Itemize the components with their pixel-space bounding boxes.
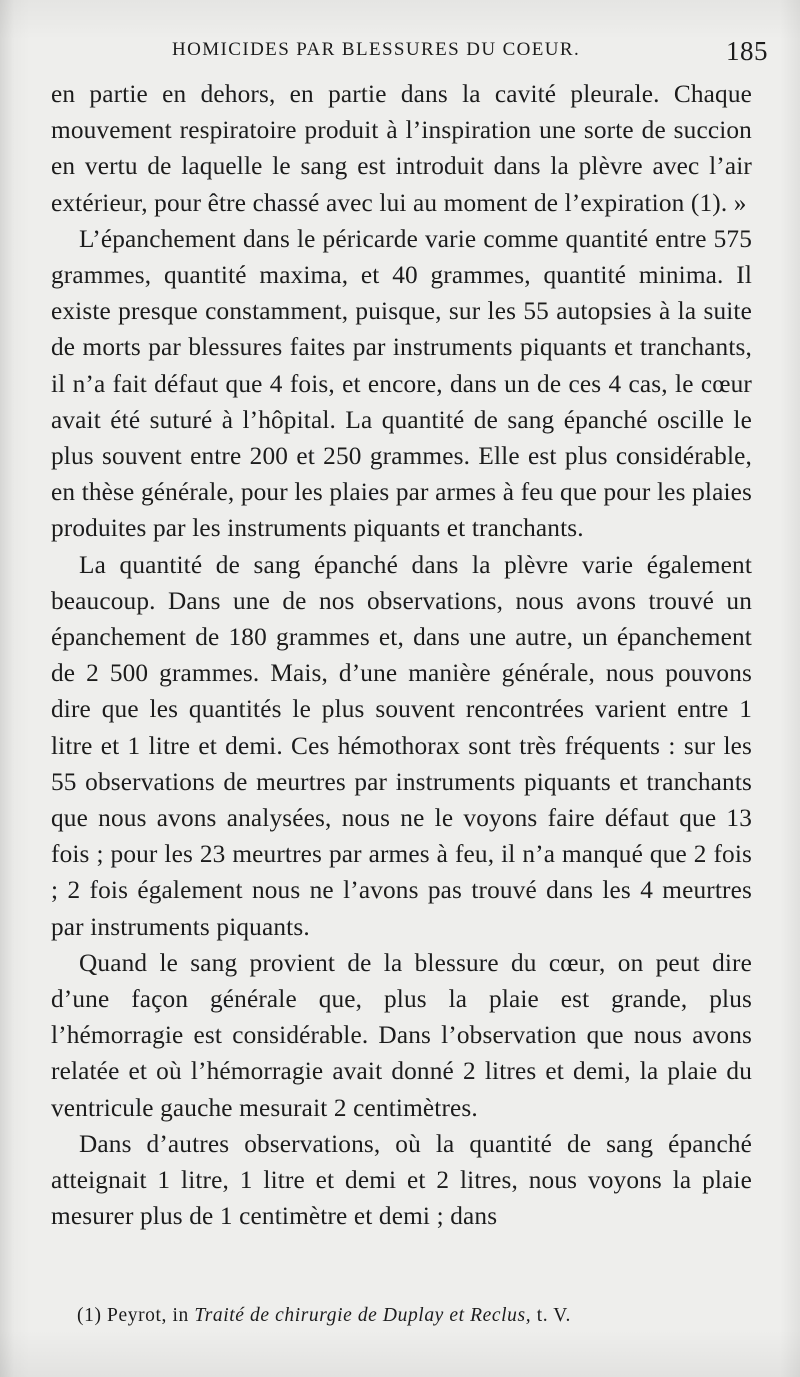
running-title: HOMICIDES PAR BLESSURES DU COEUR.	[172, 39, 581, 60]
paragraph-continued: en partie en dehors, en partie dans la cavité pleurale. Chaque mouvement respiratoire produit à l’inspiration une sorte de succion en vertu de laquelle le sang est introduit dans la plèvre avec l’air extérieur, pour être chassé avec lui au moment de l’expiration (1). »	[51, 80, 752, 217]
running-head	[172, 30, 768, 70]
paragraph-plevre: La quantité de sang épanché dans la plèvre varie également beaucoup. Dans une de nos observations, nous avons trouvé un épanchement de 180 grammes et, dans une autre, un épanchement de 2 500 grammes. Mais, d’une manière générale, nous pouvons dire que les quantités le plus souvent rencontrées varient entre 1 litre et 1 litre et demi. Ces hémothorax sont très fréquents : sur les 55 observations de meurtres par instruments piquants et tranchants que nous avons analysées, nous ne le voyons faire défaut que 13 fois ; pour les 23 meurtres par armes à feu, il n’a manqué que 2 fois ; 2 fois également nous ne l’avons pas trouvé dans les 4 meurtres par instruments piquants.	[51, 550, 752, 941]
footnote-volume: t. V.	[536, 1305, 571, 1326]
paragraph-pericarde: L’épanchement dans le péricarde varie comme quantité entre 575 grammes, quantité maxima, et 40 grammes, quantité minima. Il existe presque constamment, puisque, sur les 55 autopsies à la suite de morts par blessures faites par instruments piquants et tranchants, il n’a fait défaut que 4 fois, et encore, dans un de ces 4 cas, le cœur avait été suturé à l’hôpital. La quantité de sang épanché oscille le plus souvent entre 200 et 250 grammes. Elle est plus considérable, en thèse générale, pour les plaies par armes à feu que pour les plaies produites par les instruments piquants et tranchants.	[51, 224, 752, 543]
body-text	[51, 76, 752, 1235]
footnote-work: Traité de chirurgie de Duplay et Reclus,	[194, 1305, 532, 1326]
page-number: 185	[726, 36, 768, 66]
paragraph-autres-observations: Dans d’autres observations, où la quantité de sang épanché atteignait 1 litre, 1 litre et demi et 2 litres, nous voyons la plaie mesurer plus de 1 centimètre et demi ; dans	[51, 1129, 752, 1231]
footnote-marker: (1)	[77, 1305, 102, 1326]
footnote	[77, 1302, 757, 1330]
footnote-author: Peyrot, in	[107, 1305, 189, 1326]
paragraph-blessure-coeur: Quand le sang provient de la blessure du cœur, on peut dire d’une façon générale que, plus la plaie est grande, plus l’hémorragie est considérable. Dans l’observation que nous avons relatée et où l’hémorragie avait donné 2 litres et demi, la plaie du ventricule gauche mesurait 2 centimètres.	[51, 948, 752, 1122]
